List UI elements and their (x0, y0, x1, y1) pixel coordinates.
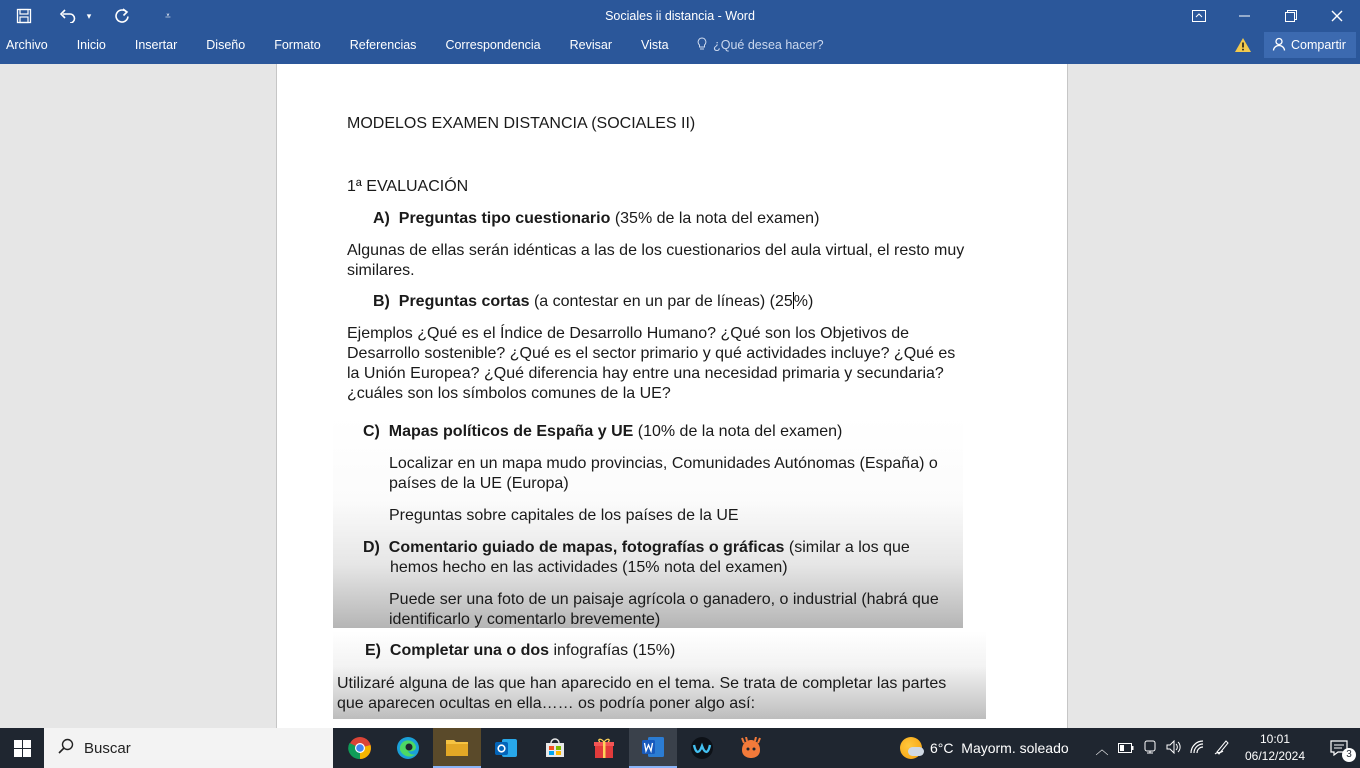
warning-icon[interactable] (1234, 37, 1252, 53)
section-d-heading (363, 538, 910, 558)
section-a-heading (373, 209, 819, 229)
webex-icon[interactable] (678, 728, 726, 768)
doc-title: MODELOS EXAMEN DISTANCIA (SOCIALES II) (347, 115, 696, 132)
section-d-body-1: Puede ser una foto de un paisaje agrícola o ganadero, o industrial (habrá que (389, 591, 939, 608)
section-a-rest: (35% de la nota del examen) (610, 210, 820, 227)
tab-revisar[interactable]: Revisar (569, 38, 613, 52)
section-c-rest: (10% de la nota del examen) (633, 423, 843, 440)
battery-icon[interactable] (1114, 741, 1138, 756)
outlook-icon[interactable] (482, 728, 530, 768)
section-a-bold: Preguntas tipo cuestionario (398, 210, 611, 227)
section-b-body-4: ¿cuáles son los símbolos comunes de la UE? (347, 385, 671, 402)
close-icon[interactable] (1314, 0, 1360, 32)
undo-dropdown-icon[interactable]: ▾ (86, 10, 92, 21)
section-d-body-2: identificarlo y comentarlo brevemente) (389, 611, 661, 628)
eval-heading: 1ª EVALUACIÓN (347, 178, 469, 195)
section-b-rest-2: %) (793, 293, 814, 310)
section-d-rest: (similar a los que (784, 539, 910, 556)
tab-correspondencia[interactable]: Correspondencia (445, 38, 541, 52)
chevron-up-icon[interactable]: ︿ (1095, 741, 1109, 757)
weather-widget[interactable] (900, 728, 1069, 768)
section-d-line-2: hemos hecho en las actividades (15% nota del examen) (390, 559, 788, 576)
tab-diseno[interactable]: Diseño (206, 38, 246, 52)
file-explorer-icon[interactable] (433, 728, 481, 768)
clock-time: 10:01 (1259, 732, 1291, 746)
minimize-icon[interactable] (1222, 0, 1268, 32)
search-placeholder: Buscar (84, 739, 131, 757)
customize-toolbar-icon[interactable]: ⩡ (165, 10, 171, 22)
window-controls (1176, 0, 1360, 32)
tell-me-search[interactable] (683, 32, 824, 58)
section-e-body-1: Utilizaré alguna de las que han aparecido en el tema. Se trata de completar las partes (337, 675, 947, 692)
restore-icon[interactable] (1268, 0, 1314, 32)
section-b-body-3: la Unión Europea? ¿Qué diferencia hay entre una necesidad primaria y secundaria? (347, 365, 944, 382)
wifi-icon[interactable] (1186, 740, 1210, 757)
tab-referencias[interactable]: Referencias (349, 38, 417, 52)
word-icon[interactable] (629, 728, 677, 768)
section-e-body-2: que aparecen ocultas en ella…… os podría poner algo así: (337, 695, 756, 712)
weather-desc: Mayorm. soleado (961, 740, 1069, 756)
system-tray (1090, 728, 1234, 768)
section-b-body-2: Desarrollo sostenible? ¿Qué es el sector primario y qué actividades incluye? ¿Qué es (347, 345, 956, 362)
document-page[interactable] (276, 64, 1068, 728)
taskbar (0, 728, 1360, 768)
tab-vista[interactable]: Vista (641, 38, 669, 52)
section-b-prefix: B) (373, 293, 390, 310)
section-a-prefix: A) (373, 210, 390, 227)
meet-now-icon[interactable] (1138, 740, 1162, 757)
section-b-heading (373, 292, 813, 312)
section-e-prefix: E) (365, 642, 381, 659)
window-title: Sociales ii distancia - Word (605, 9, 755, 23)
section-d-bold: Comentario guiado de mapas, fotografías o gráficas (388, 539, 785, 556)
section-b-rest-1: (a contestar en un par de líneas) (25 (529, 293, 793, 310)
undo-icon[interactable] (56, 4, 80, 28)
document-area[interactable] (0, 64, 1360, 728)
section-c-body-3: Preguntas sobre capitales de los países de la UE (389, 507, 739, 524)
ribbon (0, 32, 1360, 64)
section-a-body-1: Algunas de ellas serán idénticas a las de los cuestionarios del aula virtual, el resto muy (347, 242, 965, 259)
section-d-prefix: D) (363, 539, 380, 556)
quick-access-toolbar (0, 0, 180, 32)
section-c-bold: Mapas políticos de España y UE (388, 423, 634, 440)
ribbon-display-options-icon[interactable] (1176, 0, 1222, 32)
section-c-heading (363, 422, 842, 442)
save-icon[interactable] (12, 4, 36, 28)
tab-inicio[interactable]: Inicio (76, 38, 106, 52)
search-icon (58, 738, 74, 759)
notification-badge: 3 (1342, 748, 1356, 762)
ribbon-tabs (0, 32, 824, 58)
notification-center-icon[interactable] (1318, 728, 1360, 768)
lightbulb-icon (697, 37, 707, 54)
volume-icon[interactable] (1162, 740, 1186, 757)
share-label: Compartir (1291, 38, 1346, 52)
microsoft-store-icon[interactable] (531, 728, 579, 768)
redo-icon[interactable] (110, 4, 134, 28)
taskbar-search-box[interactable] (44, 728, 333, 768)
windows-start-icon[interactable] (0, 728, 44, 768)
section-c-body-2: países de la UE (Europa) (389, 475, 569, 492)
section-c-prefix: C) (363, 423, 380, 440)
section-c-body-1: Localizar en un mapa mudo provincias, Comunidades Autónomas (España) o (389, 455, 938, 472)
game-app-icon[interactable] (727, 728, 775, 768)
tell-me-label: ¿Qué desea hacer? (713, 38, 824, 52)
edge-icon[interactable] (384, 728, 432, 768)
weather-temp: 6°C (930, 740, 954, 756)
tab-insertar[interactable]: Insertar (134, 38, 178, 52)
section-a-body-2: similares. (347, 262, 415, 279)
gift-app-icon[interactable] (580, 728, 628, 768)
section-b-bold: Preguntas cortas (398, 293, 530, 310)
person-icon (1272, 37, 1286, 54)
chrome-icon[interactable] (336, 728, 384, 768)
share-button[interactable] (1264, 32, 1356, 58)
clock-date: 06/12/2024 (1244, 749, 1306, 763)
section-b-body-1: Ejemplos ¿Qué es el Índice de Desarrollo Humano? ¿Qué son los Objetivos de (347, 325, 910, 342)
title-bar (0, 0, 1360, 32)
section-e-rest: infografías (15%) (549, 642, 676, 659)
pen-icon[interactable] (1210, 739, 1234, 758)
tab-formato[interactable]: Formato (274, 38, 321, 52)
weather-icon (900, 737, 922, 759)
section-e-heading (365, 641, 675, 661)
section-e-bold: Completar una o dos (389, 642, 550, 659)
clock[interactable] (1240, 731, 1310, 765)
tab-archivo[interactable]: Archivo (6, 38, 48, 52)
